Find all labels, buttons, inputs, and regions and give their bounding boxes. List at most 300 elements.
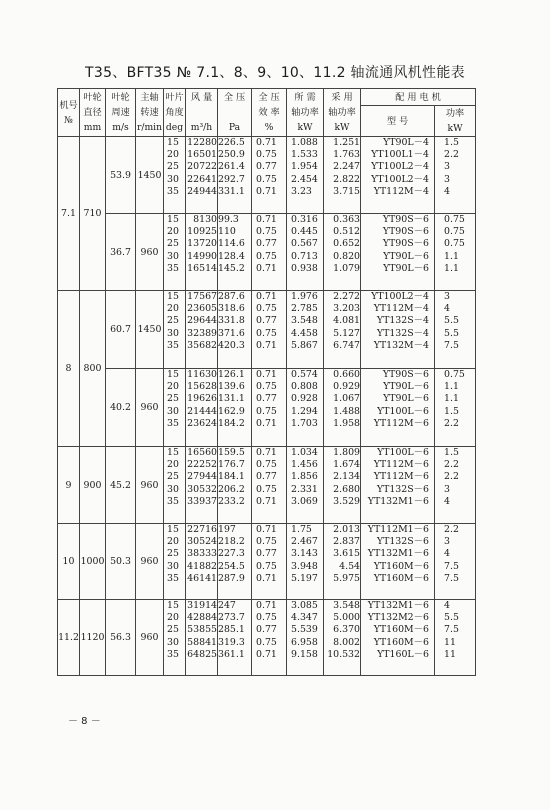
adopted-power-value: 5.000: [333, 612, 360, 624]
diameter-cell: 1000: [80, 524, 106, 600]
adopted-power-value: 4.081: [333, 315, 360, 327]
pressure-value: 261.4: [218, 161, 245, 173]
motor-power-value: 3: [444, 161, 450, 173]
required-power-value: 0.316: [291, 214, 318, 225]
airflow-value: 11630: [187, 369, 217, 380]
efficiency-value: 0.75: [256, 636, 277, 648]
airflow-value: 32389: [187, 327, 217, 339]
adopted-power-value: 3.203: [333, 303, 360, 315]
adopted-power-value: 0.512: [333, 226, 360, 238]
header-shaft-speed: 主轴 转速 r/min: [136, 89, 164, 137]
adopted-power-value: 3.529: [333, 495, 360, 507]
motor-model-value: YT132M1－6: [367, 495, 429, 507]
pressure-value: 420.3: [218, 339, 245, 351]
efficiency-value: 0.71: [256, 262, 277, 274]
table-title: T35、BFT35 № 7.1、8、9、10、11.2 轴流通风机性能表: [85, 65, 465, 81]
required-power-value: 0.928: [291, 393, 318, 405]
efficiency-value: 0.77: [256, 624, 277, 636]
adopted-power-column-cell: [324, 137, 361, 214]
airflow-value: 53855: [187, 624, 217, 636]
motor-model-value: YT132S－6: [376, 536, 429, 548]
airflow-column-cell: [186, 137, 218, 214]
blade-angle-value: 35: [167, 417, 179, 429]
adopted-power-column-cell: [324, 214, 361, 291]
required-power-value: 3.143: [291, 548, 318, 560]
adopted-power-value: 2.680: [333, 483, 360, 495]
motor-power-value: 7.5: [444, 624, 459, 636]
efficiency-column-cell: [252, 214, 287, 291]
pressure-column-cell: [218, 369, 252, 447]
motor-model-value: YT160M－6: [373, 572, 429, 584]
adopted-power-value: 1.067: [333, 393, 360, 405]
motor-power-value: 3: [444, 536, 450, 548]
motor-power-column-cell: [435, 524, 476, 600]
tip-speed-cell: 53.9: [106, 137, 136, 214]
adopted-power-value: 1.251: [333, 137, 360, 148]
efficiency-value: 0.75: [256, 327, 277, 339]
airflow-value: 13720: [187, 238, 217, 250]
motor-power-value: 0.75: [444, 369, 465, 380]
tip-speed-cell: 60.7: [106, 291, 136, 369]
diameter-cell: 710: [80, 137, 106, 291]
pressure-value: 99.3: [218, 214, 239, 225]
pressure-value: 139.6: [218, 381, 245, 393]
efficiency-value: 0.75: [256, 483, 277, 495]
motor-power-value: 4: [444, 495, 450, 507]
blade-angle-column-cell: [164, 214, 186, 291]
required-power-column-cell: [287, 137, 324, 214]
blade-angle-value: 35: [167, 495, 179, 507]
motor-model-value: YT160M－6: [373, 636, 429, 648]
required-power-value: 1.088: [291, 137, 318, 148]
pressure-value: 319.3: [218, 636, 245, 648]
required-power-value: 3.948: [291, 560, 318, 572]
table-row: [58, 137, 476, 214]
motor-model-column-cell: [361, 369, 435, 447]
pressure-value: 331.8: [218, 315, 245, 327]
blade-angle-value: 30: [167, 560, 179, 572]
efficiency-value: 0.75: [256, 459, 277, 471]
airflow-value: 16514: [187, 262, 217, 274]
efficiency-value: 0.77: [256, 161, 277, 173]
pressure-column-cell: [218, 291, 252, 369]
fan-performance-table: [57, 88, 476, 676]
motor-power-column-cell: [435, 369, 476, 447]
efficiency-value: 0.77: [256, 315, 277, 327]
blade-angle-value: 35: [167, 262, 179, 274]
shaft-speed-cell: 1450: [136, 291, 164, 369]
motor-model-value: YT100L2－4: [371, 291, 429, 302]
header-adopted-shaft-power: 采 用 轴功率 kW: [324, 89, 361, 137]
motor-model-value: YT90S－6: [382, 238, 429, 250]
motor-model-value: YT90S－6: [382, 226, 429, 238]
adopted-power-value: 8.002: [333, 636, 360, 648]
adopted-power-column-cell: [324, 447, 361, 524]
motor-power-value: 4: [444, 185, 450, 197]
required-power-column-cell: [287, 369, 324, 447]
adopted-power-value: 1.674: [333, 459, 360, 471]
required-power-value: 0.445: [291, 226, 318, 238]
adopted-power-value: 1.079: [333, 262, 360, 274]
efficiency-value: 0.77: [256, 393, 277, 405]
fan-no-cell: 10: [58, 524, 80, 600]
blade-angle-value: 30: [167, 405, 179, 417]
motor-power-value: 3: [444, 173, 450, 185]
airflow-value: 23624: [187, 417, 217, 429]
required-power-column-cell: [287, 291, 324, 369]
adopted-power-value: 0.652: [333, 238, 360, 250]
efficiency-value: 0.71: [256, 291, 277, 302]
motor-power-column-cell: [435, 137, 476, 214]
adopted-power-value: 0.929: [333, 381, 360, 393]
pressure-value: 145.2: [218, 262, 245, 274]
pressure-value: 206.2: [218, 483, 245, 495]
motor-model-value: YT90L－4: [383, 137, 429, 148]
motor-model-value: YT132M1－6: [367, 548, 429, 560]
pressure-value: 318.6: [218, 303, 245, 315]
motor-model-value: YT132S－6: [376, 483, 429, 495]
adopted-power-value: 5.127: [333, 327, 360, 339]
required-power-value: 6.958: [291, 636, 318, 648]
efficiency-column-cell: [252, 137, 287, 214]
adopted-power-value: 2.134: [333, 471, 360, 483]
pressure-value: 273.7: [218, 612, 245, 624]
motor-model-value: YT132S－4: [376, 327, 429, 339]
efficiency-value: 0.71: [256, 369, 277, 380]
blade-angle-column-cell: [164, 291, 186, 369]
motor-power-value: 7.5: [444, 339, 459, 351]
motor-model-value: YT160M－6: [373, 560, 429, 572]
adopted-power-value: 2.822: [333, 173, 360, 185]
tip-speed-cell: 36.7: [106, 214, 136, 291]
airflow-value: 16560: [187, 447, 217, 458]
pressure-value: 126.1: [218, 369, 245, 380]
required-power-value: 3.23: [291, 185, 312, 197]
motor-model-value: YT90L－6: [383, 262, 429, 274]
motor-power-value: 3: [444, 291, 450, 302]
adopted-power-value: 0.363: [333, 214, 360, 225]
efficiency-value: 0.71: [256, 417, 277, 429]
header-impeller-diameter: 叶轮 直径 mm: [80, 89, 106, 137]
pressure-value: 247: [218, 600, 236, 611]
pressure-value: 227.3: [218, 548, 245, 560]
required-power-value: 0.938: [291, 262, 318, 274]
required-power-value: 4.347: [291, 612, 318, 624]
blade-angle-value: 35: [167, 572, 179, 584]
blade-angle-value: 35: [167, 339, 179, 351]
motor-power-value: 1.1: [444, 381, 459, 393]
airflow-value: 46141: [187, 572, 217, 584]
header-airflow: 风 量 m³/h: [186, 89, 218, 137]
adopted-power-value: 1.763: [333, 149, 360, 161]
efficiency-value: 0.77: [256, 471, 277, 483]
adopted-power-column-cell: [324, 291, 361, 369]
table-row: [58, 600, 476, 676]
airflow-column-cell: [186, 600, 218, 676]
blade-angle-value: 20: [167, 226, 179, 238]
airflow-value: 24944: [187, 185, 217, 197]
adopted-power-value: 2.272: [333, 291, 360, 302]
page-number: － 8 －: [68, 716, 101, 727]
required-power-value: 2.785: [291, 303, 318, 315]
required-power-column-cell: [287, 600, 324, 676]
blade-angle-column-cell: [164, 524, 186, 600]
fan-no-cell: 7.1: [58, 137, 80, 291]
motor-power-column-cell: [435, 291, 476, 369]
motor-power-value: 0.75: [444, 226, 465, 238]
efficiency-column-cell: [252, 447, 287, 524]
blade-angle-value: 25: [167, 471, 179, 483]
motor-model-value: YT112M－6: [373, 417, 429, 429]
motor-power-value: 1.5: [444, 137, 459, 148]
efficiency-value: 0.75: [256, 536, 277, 548]
adopted-power-value: 3.548: [333, 600, 360, 611]
fan-no-cell: 8: [58, 291, 80, 447]
required-power-value: 0.567: [291, 238, 318, 250]
airflow-value: 27944: [187, 471, 217, 483]
pressure-value: 131.1: [218, 393, 245, 405]
efficiency-value: 0.71: [256, 572, 277, 584]
blade-angle-value: 20: [167, 612, 179, 624]
efficiency-value: 0.71: [256, 137, 277, 148]
airflow-column-cell: [186, 447, 218, 524]
adopted-power-value: 2.837: [333, 536, 360, 548]
airflow-value: 20722: [187, 161, 217, 173]
airflow-value: 22641: [187, 173, 217, 185]
required-power-value: 1.954: [291, 161, 318, 173]
blade-angle-value: 35: [167, 185, 179, 197]
efficiency-value: 0.71: [256, 339, 277, 351]
table-row: [58, 524, 476, 600]
blade-angle-value: 15: [167, 524, 179, 535]
adopted-power-value: 0.820: [333, 250, 360, 262]
adopted-power-value: 2.013: [333, 524, 360, 535]
blade-angle-value: 30: [167, 483, 179, 495]
motor-model-value: YT90L－6: [383, 250, 429, 262]
header-motor: 配 用 电 机: [361, 89, 476, 106]
airflow-value: 15628: [187, 381, 217, 393]
blade-angle-value: 30: [167, 636, 179, 648]
adopted-power-value: 2.247: [333, 161, 360, 173]
adopted-power-value: 10.532: [327, 648, 360, 660]
pressure-value: 371.6: [218, 327, 245, 339]
required-power-value: 5.867: [291, 339, 318, 351]
airflow-value: 31914: [187, 600, 217, 611]
header-efficiency: 全 压 效 率 %: [252, 89, 287, 137]
airflow-value: 12280: [187, 137, 217, 148]
adopted-power-value: 6.370: [333, 624, 360, 636]
shaft-speed-cell: 960: [136, 214, 164, 291]
pressure-column-cell: [218, 524, 252, 600]
tip-speed-cell: 50.3: [106, 524, 136, 600]
required-power-value: 1.976: [291, 291, 318, 302]
required-power-value: 4.458: [291, 327, 318, 339]
required-power-value: 1.456: [291, 459, 318, 471]
blade-angle-column-cell: [164, 447, 186, 524]
header-total-pressure: 全 压 Pa: [218, 89, 252, 137]
blade-angle-value: 20: [167, 459, 179, 471]
adopted-power-value: 1.958: [333, 417, 360, 429]
airflow-value: 14990: [187, 250, 217, 262]
motor-power-value: 11: [444, 648, 456, 660]
required-power-value: 5.197: [291, 572, 318, 584]
blade-angle-value: 25: [167, 238, 179, 250]
adopted-power-value: 6.747: [333, 339, 360, 351]
airflow-value: 29644: [187, 315, 217, 327]
motor-model-value: YT132S－4: [376, 315, 429, 327]
motor-power-value: 5.5: [444, 327, 459, 339]
required-power-column-cell: [287, 524, 324, 600]
motor-power-value: 3: [444, 483, 450, 495]
airflow-value: 10925: [187, 226, 217, 238]
efficiency-value: 0.71: [256, 524, 277, 535]
airflow-value: 33937: [187, 495, 217, 507]
blade-angle-value: 25: [167, 548, 179, 560]
required-power-value: 0.574: [291, 369, 318, 380]
airflow-value: 58841: [187, 636, 217, 648]
motor-model-value: YT100L1－4: [371, 149, 429, 161]
motor-power-value: 4: [444, 548, 450, 560]
motor-model-value: YT90L－6: [383, 393, 429, 405]
pressure-value: 361.1: [218, 648, 245, 660]
pressure-value: 331.1: [218, 185, 245, 197]
motor-model-value: YT90S－6: [382, 214, 429, 225]
blade-angle-value: 15: [167, 600, 179, 611]
motor-power-value: 7.5: [444, 560, 459, 572]
motor-power-value: 0.75: [444, 238, 465, 250]
required-power-value: 3.548: [291, 315, 318, 327]
adopted-power-value: 4.54: [339, 560, 360, 572]
tip-speed-cell: 56.3: [106, 600, 136, 676]
motor-model-value: YT112M－4: [373, 185, 429, 197]
required-power-column-cell: [287, 447, 324, 524]
required-power-value: 0.808: [291, 381, 318, 393]
motor-power-value: 1.1: [444, 393, 459, 405]
pressure-value: 184.2: [218, 417, 245, 429]
adopted-power-value: 1.488: [333, 405, 360, 417]
motor-model-value: YT100L－6: [377, 447, 429, 458]
efficiency-value: 0.77: [256, 548, 277, 560]
motor-power-value: 2.2: [444, 459, 459, 471]
airflow-value: 21444: [187, 405, 217, 417]
motor-model-value: YT100L2－4: [371, 161, 429, 173]
airflow-column-cell: [186, 524, 218, 600]
airflow-column-cell: [186, 214, 218, 291]
blade-angle-value: 30: [167, 250, 179, 262]
adopted-power-column-cell: [324, 600, 361, 676]
blade-angle-value: 25: [167, 315, 179, 327]
motor-power-value: 1.5: [444, 405, 459, 417]
efficiency-column-cell: [252, 291, 287, 369]
airflow-value: 35682: [187, 339, 217, 351]
efficiency-value: 0.71: [256, 648, 277, 660]
blade-angle-value: 20: [167, 303, 179, 315]
motor-model-value: YT100L－6: [377, 405, 429, 417]
motor-model-column-cell: [361, 600, 435, 676]
motor-model-value: YT112M－6: [373, 471, 429, 483]
blade-angle-column-cell: [164, 137, 186, 214]
efficiency-value: 0.75: [256, 226, 277, 238]
blade-angle-value: 15: [167, 214, 179, 225]
shaft-speed-cell: 960: [136, 369, 164, 447]
efficiency-column-cell: [252, 524, 287, 600]
airflow-value: 22252: [187, 459, 217, 471]
motor-power-value: 2.2: [444, 471, 459, 483]
pressure-value: 159.5: [218, 447, 245, 458]
airflow-value: 42884: [187, 612, 217, 624]
required-power-value: 1.856: [291, 471, 318, 483]
motor-power-column-cell: [435, 447, 476, 524]
motor-power-value: 2.2: [444, 417, 459, 429]
required-power-value: 9.158: [291, 648, 318, 660]
motor-power-value: 1.1: [444, 262, 459, 274]
blade-angle-value: 15: [167, 447, 179, 458]
pressure-value: 184.1: [218, 471, 245, 483]
motor-model-column-cell: [361, 137, 435, 214]
motor-power-column-cell: [435, 214, 476, 291]
blade-angle-value: 30: [167, 327, 179, 339]
blade-angle-value: 25: [167, 161, 179, 173]
motor-model-column-cell: [361, 524, 435, 600]
motor-model-value: YT112M1－6: [367, 524, 429, 535]
pressure-value: 128.4: [218, 250, 245, 262]
motor-power-value: 1.5: [444, 447, 459, 458]
motor-model-value: YT90S－6: [382, 369, 429, 380]
blade-angle-value: 20: [167, 536, 179, 548]
motor-power-value: 11: [444, 636, 456, 648]
airflow-value: 8130: [193, 214, 217, 225]
airflow-value: 38333: [187, 548, 217, 560]
airflow-value: 17567: [187, 291, 217, 302]
tip-speed-cell: 45.2: [106, 447, 136, 524]
airflow-value: 64825: [187, 648, 217, 660]
efficiency-value: 0.71: [256, 185, 277, 197]
diameter-cell: 1120: [80, 600, 106, 676]
motor-model-value: YT132M1－6: [367, 600, 429, 611]
motor-model-value: YT160M－6: [373, 624, 429, 636]
pressure-column-cell: [218, 600, 252, 676]
required-power-value: 0.713: [291, 250, 318, 262]
required-power-value: 1.034: [291, 447, 318, 458]
airflow-value: 23605: [187, 303, 217, 315]
required-power-value: 5.539: [291, 624, 318, 636]
motor-model-column-cell: [361, 291, 435, 369]
efficiency-value: 0.71: [256, 447, 277, 458]
pressure-column-cell: [218, 447, 252, 524]
blade-angle-value: 35: [167, 648, 179, 660]
pressure-value: 226.5: [218, 137, 245, 148]
adopted-power-value: 0.660: [333, 369, 360, 380]
required-power-value: 1.533: [291, 149, 318, 161]
efficiency-value: 0.75: [256, 149, 277, 161]
efficiency-value: 0.77: [256, 238, 277, 250]
motor-power-value: 0.75: [444, 214, 465, 225]
table-row: [58, 447, 476, 524]
adopted-power-value: 3.715: [333, 185, 360, 197]
header-motor-power: 功率 kW: [435, 106, 476, 137]
table-row: [58, 291, 476, 369]
motor-model-column-cell: [361, 214, 435, 291]
motor-power-value: 2.2: [444, 524, 459, 535]
efficiency-value: 0.75: [256, 250, 277, 262]
motor-power-value: 1.1: [444, 250, 459, 262]
blade-angle-value: 25: [167, 624, 179, 636]
blade-angle-column-cell: [164, 600, 186, 676]
efficiency-column-cell: [252, 369, 287, 447]
pressure-value: 197: [218, 524, 236, 535]
motor-model-value: YT90L－6: [383, 381, 429, 393]
efficiency-value: 0.75: [256, 173, 277, 185]
